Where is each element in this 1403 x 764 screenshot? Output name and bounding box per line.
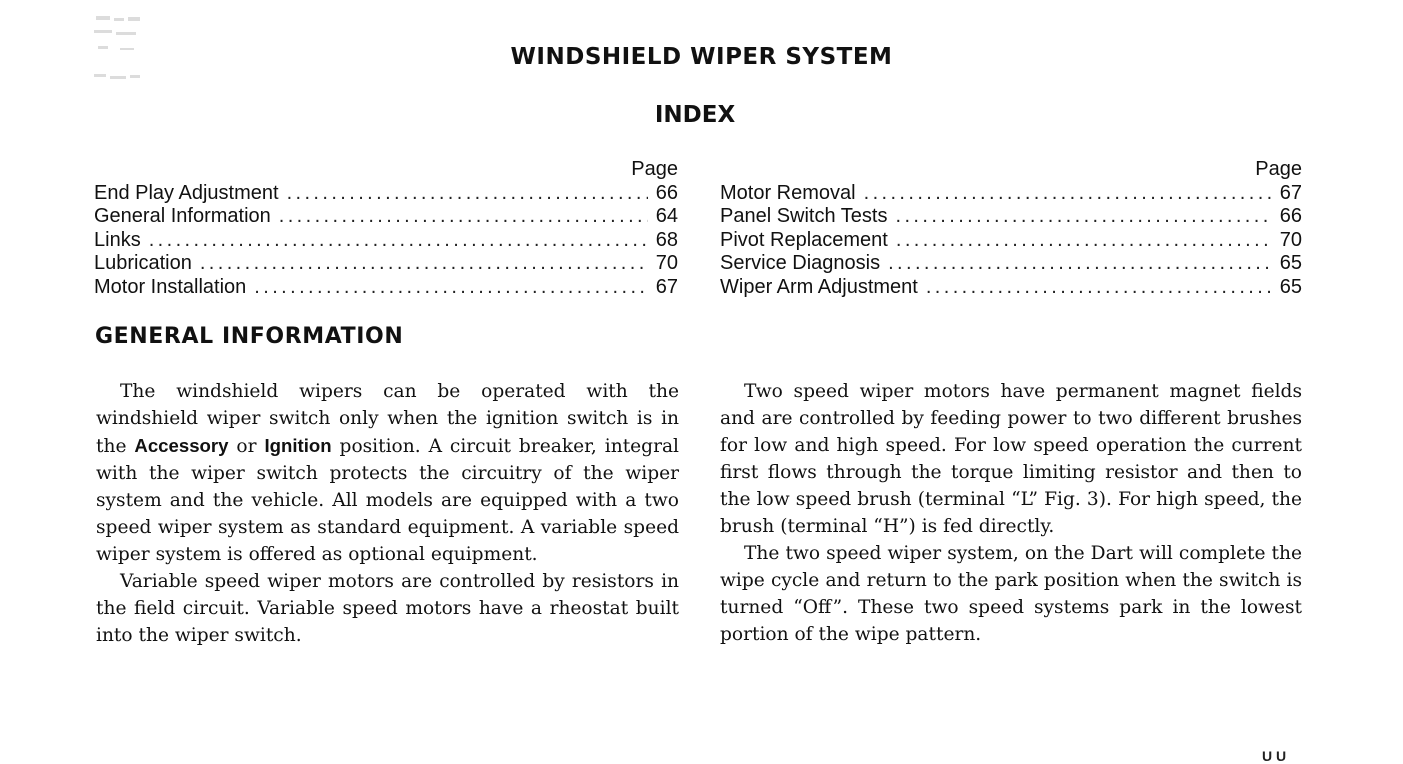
leader-dots (200, 252, 648, 276)
index-entry-label: Pivot Replacement (720, 228, 888, 251)
index-entry-page: 65 (1279, 252, 1302, 274)
paragraph: Two speed wiper motors have permanent magnet fields and are controlled by feeding power to two different brushes for low and high speed. For low speed operation the current first flows through the torque limiting resistor and then to the low speed brush (terminal “L” Fig. 3). For high speed, the brush (terminal “H”) is fed directly. (720, 381, 1302, 537)
leader-dots (149, 229, 648, 253)
leader-dots (896, 205, 1273, 229)
index-entry (720, 252, 1302, 276)
index-entry-page: 66 (655, 181, 678, 204)
index-column-left (94, 158, 678, 299)
index-entry (720, 276, 1302, 300)
leader-dots (896, 229, 1272, 253)
index-entry (94, 276, 678, 300)
index-entry-page: 68 (655, 228, 678, 251)
index-entry (720, 182, 1302, 206)
paragraph (96, 378, 679, 568)
index-entry (720, 229, 1302, 253)
bold-term-accessory: Accessory (134, 435, 229, 456)
index-entry (720, 205, 1302, 229)
section-heading: GENERAL INFORMATION (95, 324, 404, 349)
index-entry (94, 205, 678, 229)
body-column-left (96, 378, 679, 649)
index-entry-label: End Play Adjustment (94, 181, 279, 204)
index-entry-page: 67 (1279, 181, 1302, 204)
paragraph-text: or (228, 436, 265, 457)
leader-dots (888, 252, 1272, 276)
body-column-right (720, 378, 1302, 648)
paragraph: Variable speed wiper motors are controlled by resistors in the field circuit. Variable speed motors have a rheostat built into the wiper switch. (96, 571, 679, 646)
index-entry-page: 70 (655, 252, 678, 274)
index-entry-label: Links (94, 228, 141, 251)
index-entry-label: Motor Removal (720, 181, 856, 204)
index-entry-page: 66 (1279, 205, 1302, 227)
index-entry-page: 70 (1279, 228, 1302, 251)
index-entry-label: Panel Switch Tests (720, 205, 888, 227)
index-entry-label: Lubrication (94, 252, 192, 274)
paragraph-text: The windshield wipers can be operated with the windshield wiper switch only when the ignition switch is in the (96, 381, 679, 457)
index-entry-label: General Information (94, 205, 271, 227)
index-page-label: Page (631, 158, 678, 180)
paragraph-text: position. A circuit breaker, integral with the wiper switch protects the circuitry of the wiper system and the vehicle. All models are equipped with a two speed wiper system as standard equipment. A variable speed wiper system is offered as optional equipment. (96, 436, 680, 565)
leader-dots (279, 205, 648, 229)
index-entry (94, 252, 678, 276)
index-entry (94, 182, 678, 206)
paragraph: The two speed wiper system, on the Dart will complete the wipe cycle and return to the park position when the switch is turned “Off”. These two speed systems park in the lowest portion of the wipe pattern. (720, 543, 1302, 645)
index-column-right (720, 158, 1302, 299)
index-entry-label: Motor Installation (94, 275, 247, 298)
index-entry (94, 229, 678, 253)
index-entry-page: 67 (655, 275, 678, 298)
leader-dots (864, 182, 1272, 206)
page-footer-mark: U U (1262, 748, 1287, 764)
index-page-label: Page (1255, 158, 1302, 180)
leader-dots (926, 276, 1272, 300)
index-entry-page: 64 (655, 205, 678, 227)
page-title: WINDSHIELD WIPER SYSTEM (510, 44, 893, 70)
index-heading: INDEX (654, 102, 736, 128)
index-entry-label: Wiper Arm Adjustment (720, 275, 918, 298)
index-entry-page: 65 (1279, 275, 1302, 298)
leader-dots (287, 182, 648, 206)
bold-term-ignition: Ignition (264, 435, 332, 456)
leader-dots (254, 276, 648, 300)
index-entry-label: Service Diagnosis (720, 252, 881, 274)
